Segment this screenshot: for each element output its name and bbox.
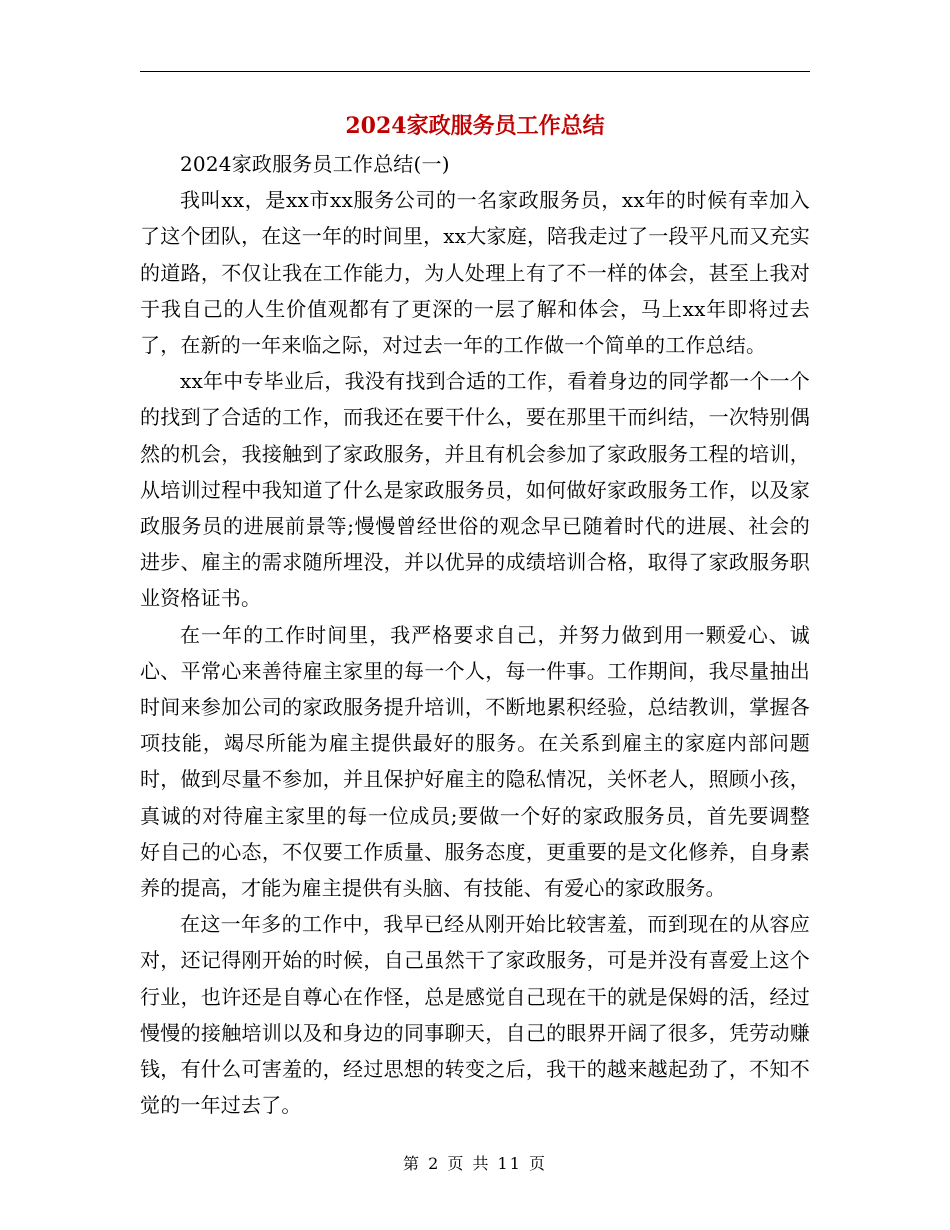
paragraph: 在一年的工作时间里，我严格要求自己，并努力做到用一颗爱心、诚心、平常心来善待雇主家里的每一个人，每一件事。工作期间，我尽量抽出时间来参加公司的家政服务提升培训，不断地累积经验，总结教训，掌握各项技能，竭尽所能为雇主提供最好的服务。在关系到雇主的家庭内部问题时，做到尽量不参加，并且保护好雇主的隐私情况，关怀老人，照顾小孩，真诚的对待雇主家里的每一位成员;要做一个好的家政服务员，首先要调整好自己的心态，不仅要工作质量、服务态度，更重要的是文化修养，自身素养的提高，才能为雇主提供有头脑、有技能、有爱心的家政服务。	[140, 622, 810, 901]
paragraph: 在这一年多的工作中，我早已经从刚开始比较害羞，而到现在的从容应对，还记得刚开始的时候，自己虽然干了家政服务，可是并没有喜爱上这个行业，也许还是自尊心在作怪，总是感觉自己现在干的就是保姆的活，经过慢慢的接触培训以及和身边的同事聊天，自己的眼界开阔了很多，凭劳动赚钱，有什么可害羞的，经过思想的转变之后，我干的越来越起劲了，不知不觉的一年过去了。	[140, 912, 810, 1118]
section-heading: 2024家政服务员工作总结(一)	[180, 152, 450, 176]
paragraph: 我叫xx，是xx市xx服务公司的一名家政服务员，xx年的时候有幸加入了这个团队，在这一年的时间里，xx大家庭，陪我走过了一段平凡而又充实的道路，不仅让我在工作能力，为人处理上有了不一样的体会，甚至上我对于我自己的人生价值观都有了更深的一层了解和体会，马上xx年即将过去了，在新的一年来临之际，对过去一年的工作做一个简单的工作总结。	[140, 188, 810, 358]
document-body	[140, 146, 810, 1123]
paragraph: xx年中专毕业后，我没有找到合适的工作，看着身边的同学都一个一个的找到了合适的工作，而我还在要干什么，要在那里干而纠结，一次特别偶然的机会，我接触到了家政服务，并且有机会参加了家政服务工程的培训，从培训过程中我知道了什么是家政服务员，如何做好家政服务工作，以及家政服务员的进展前景等;慢慢曾经世俗的观念早已随着时代的进展、社会的进步、雇主的需求随所埋没，并以优异的成绩培训合格，取得了家政服务职业资格证书。	[140, 369, 810, 611]
header-rule	[140, 71, 810, 72]
page-number: 第 2 页 共 11 页	[403, 1154, 547, 1173]
document-title: 2024家政服务员工作总结	[345, 113, 605, 139]
